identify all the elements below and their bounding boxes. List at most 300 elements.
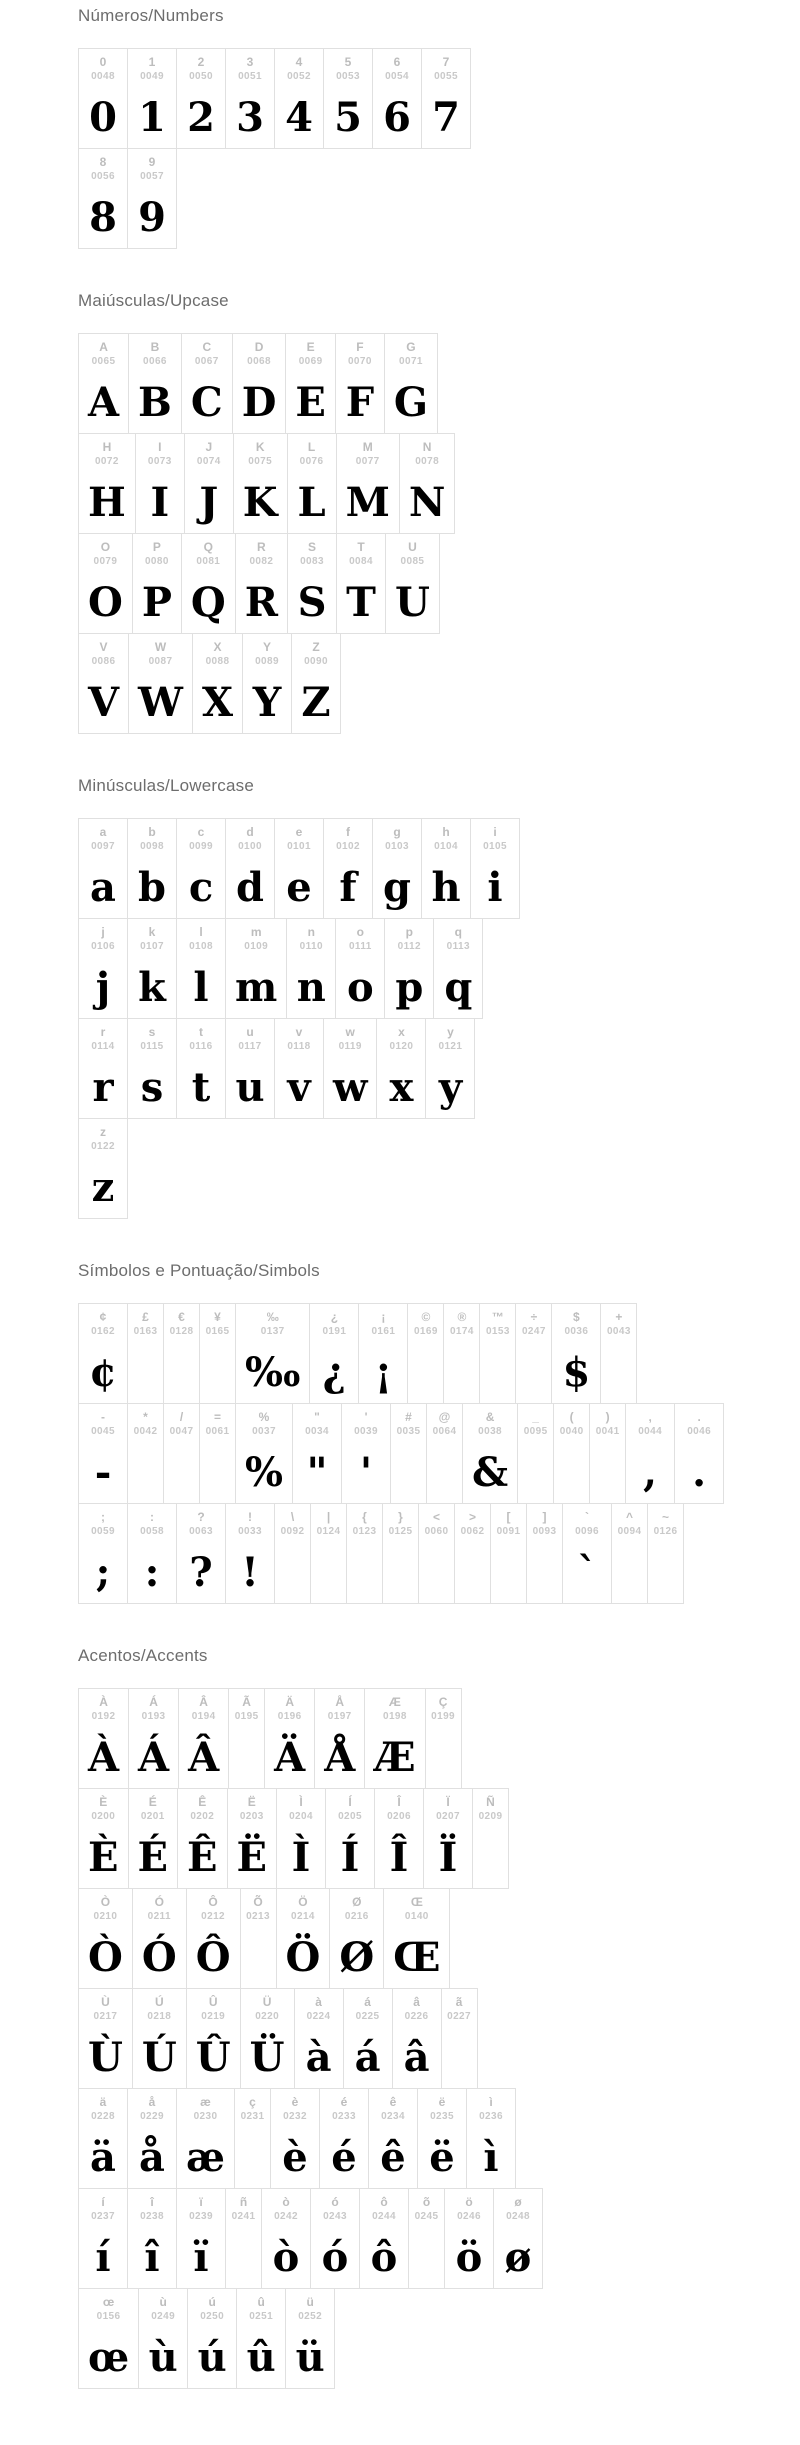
cell-reference-character: Ä — [285, 1695, 294, 1709]
glyph-row — [78, 533, 440, 634]
glyph-cell — [517, 1403, 554, 1504]
glyph-cell — [418, 1503, 455, 1604]
glyph-cell — [454, 1503, 491, 1604]
glyph-cell — [408, 2188, 445, 2289]
cell-reference-character: Ó — [154, 1895, 164, 1909]
cell-unicode-code: 0047 — [169, 1426, 194, 1437]
cell-header — [371, 1310, 395, 1338]
cell-unicode-code: 0220 — [255, 2011, 280, 2022]
cell-unicode-code: 0082 — [249, 556, 274, 567]
cell-glyph-preview: c — [188, 864, 214, 911]
glyph-cell — [466, 2088, 516, 2189]
cell-glyph-preview: Î — [389, 1834, 409, 1881]
cell-header — [339, 1025, 362, 1053]
glyph-cell — [323, 48, 373, 149]
cell-reference-character: å — [148, 2095, 156, 2109]
cell-unicode-code: 0191 — [322, 1326, 347, 1337]
cell-glyph-preview: L — [297, 479, 326, 526]
cell-unicode-code: 0243 — [323, 2211, 347, 2222]
cell-reference-character: ? — [197, 1510, 205, 1524]
cell-reference-character: ã — [455, 1995, 463, 2009]
glyph-cell — [78, 633, 129, 734]
glyph-cell — [374, 1788, 424, 1889]
cell-glyph-preview: K — [242, 479, 278, 526]
cell-header — [97, 2295, 121, 2323]
glyph-cell — [323, 1018, 377, 1119]
glyph-row — [78, 1503, 684, 1604]
glyph-cell — [462, 1403, 518, 1504]
cell-reference-character: z — [99, 1125, 106, 1139]
cell-header — [305, 1410, 329, 1438]
glyph-cell — [138, 2288, 188, 2389]
cell-header — [255, 1995, 279, 2023]
cell-glyph-preview: S — [297, 579, 327, 626]
cell-reference-character: $ — [573, 1310, 580, 1324]
cell-unicode-code: 0085 — [400, 556, 425, 567]
cell-reference-character: a — [99, 825, 107, 839]
cell-header — [338, 1795, 362, 1823]
cell-header — [147, 1995, 171, 2023]
cell-reference-character: A — [99, 340, 108, 354]
cell-header — [345, 1895, 369, 1923]
cell-reference-character: w — [345, 1025, 355, 1039]
glyph-cell — [551, 1303, 601, 1404]
cell-header — [533, 1510, 557, 1538]
cell-glyph-preview: & — [472, 1449, 509, 1496]
cell-reference-character: Œ — [410, 1895, 423, 1909]
cell-header — [687, 1410, 711, 1438]
glyph-cell — [490, 1503, 527, 1604]
glyph-grid — [78, 1303, 724, 1604]
cell-header — [281, 1510, 305, 1538]
glyph-cell — [78, 918, 128, 1019]
cell-glyph-preview: a — [90, 864, 116, 911]
glyph-cell — [78, 148, 128, 249]
cell-unicode-code: 0094 — [617, 1526, 642, 1537]
cell-header — [189, 1025, 212, 1053]
cell-header — [431, 1695, 455, 1723]
cell-header — [524, 1410, 548, 1438]
cell-header — [461, 1510, 485, 1538]
cell-unicode-code: 0077 — [355, 456, 380, 467]
glyph-cell — [346, 1503, 383, 1604]
glyph-cell — [78, 2188, 128, 2289]
glyph-row — [78, 2088, 516, 2189]
cell-reference-character: R — [257, 540, 266, 554]
cell-header — [287, 825, 311, 853]
cell-reference-character: ' — [364, 1410, 368, 1424]
cell-reference-character: _ — [532, 1410, 539, 1424]
cell-unicode-code: 0193 — [141, 1711, 166, 1722]
cell-unicode-code: 0075 — [248, 456, 273, 467]
cell-header — [497, 1510, 521, 1538]
cell-glyph-preview: é — [331, 2134, 357, 2181]
glyph-cell — [441, 1988, 478, 2089]
cell-reference-character: ‰ — [266, 1310, 279, 1324]
cell-glyph-preview: â — [403, 2034, 430, 2081]
cell-unicode-code: 0211 — [147, 1911, 171, 1922]
cell-glyph-preview: : — [144, 1549, 160, 1596]
cell-reference-character: m — [250, 925, 262, 939]
cell-header — [434, 55, 458, 83]
cell-header — [91, 1025, 114, 1053]
glyph-cell — [233, 433, 288, 534]
cell-reference-character: y — [447, 1025, 454, 1039]
cell-unicode-code: 0195 — [234, 1711, 259, 1722]
cell-reference-character: i — [493, 825, 497, 839]
glyph-row — [78, 1788, 509, 1889]
glyph-cell — [319, 2088, 369, 2189]
cell-glyph-preview: œ — [88, 2334, 130, 2381]
cell-header — [450, 1310, 474, 1338]
cell-glyph-preview: $ — [562, 1349, 591, 1396]
cell-reference-character: b — [148, 825, 156, 839]
cell-reference-character: € — [178, 1310, 185, 1324]
cell-glyph-preview: i — [487, 864, 503, 911]
glyph-cell — [181, 533, 236, 634]
glyph-cell — [184, 433, 234, 534]
cell-reference-character: 4 — [295, 55, 303, 69]
cell-header — [506, 2195, 530, 2223]
glyph-cell — [426, 1403, 463, 1504]
cell-header — [399, 340, 423, 368]
cell-reference-character: ¿ — [330, 1310, 339, 1324]
cell-unicode-code: 0224 — [306, 2011, 331, 2022]
cell-unicode-code: 0035 — [396, 1426, 421, 1437]
cell-unicode-code: 0248 — [506, 2211, 530, 2222]
cell-header — [390, 1025, 414, 1053]
cell-reference-character: n — [307, 925, 315, 939]
cell-unicode-code: 0212 — [201, 1911, 226, 1922]
cell-reference-character: Ñ — [486, 1795, 495, 1809]
cell-header — [143, 340, 167, 368]
cell-header — [425, 1510, 449, 1538]
cell-reference-character: ê — [389, 2095, 397, 2109]
cell-reference-character: Ï — [446, 1795, 450, 1809]
glyph-row — [78, 1118, 128, 1219]
cell-unicode-code: 0230 — [193, 2111, 218, 2122]
cell-reference-character: < — [432, 1510, 440, 1524]
cell-glyph-preview: C — [190, 379, 223, 426]
cell-header — [141, 1795, 165, 1823]
cell-glyph-preview: Ø — [339, 1934, 375, 1981]
cell-unicode-code: 0226 — [404, 2011, 429, 2022]
glyph-cell — [181, 333, 233, 434]
glyph-cell — [176, 2188, 226, 2289]
cell-unicode-code: 0214 — [291, 1911, 315, 1922]
cell-glyph-preview: o — [346, 964, 374, 1011]
cell-header — [385, 825, 409, 853]
cell-header — [353, 1510, 377, 1538]
cell-unicode-code: 0061 — [205, 1426, 230, 1437]
cell-header — [348, 340, 372, 368]
cell-reference-character: c — [197, 825, 205, 839]
cell-unicode-code: 0039 — [354, 1426, 378, 1437]
cell-glyph-preview: Q — [190, 579, 226, 626]
cell-reference-character: ù — [159, 2295, 167, 2309]
cell-header — [249, 2295, 273, 2323]
cell-header — [194, 2095, 218, 2123]
cell-glyph-preview: è — [282, 2134, 308, 2181]
cell-reference-character: ò — [282, 2195, 290, 2209]
cell-unicode-code: 0162 — [91, 1326, 115, 1337]
glyph-cell — [127, 818, 177, 919]
cell-reference-character: d — [246, 825, 254, 839]
cell-header — [299, 340, 323, 368]
cell-unicode-code: 0033 — [238, 1526, 262, 1537]
cell-reference-character: H — [102, 440, 112, 454]
cell-reference-character: x — [398, 1025, 405, 1039]
cell-header — [349, 925, 372, 953]
cell-glyph-preview: 4 — [285, 94, 313, 141]
cell-unicode-code: 0111 — [348, 941, 372, 952]
cell-reference-character: ¢ — [99, 1310, 107, 1324]
cell-glyph-preview: Á — [138, 1734, 170, 1781]
cell-reference-character: Ù — [101, 1995, 110, 2009]
glyph-cell — [176, 818, 226, 919]
cell-reference-character: ¥ — [214, 1310, 221, 1324]
cell-unicode-code: 0058 — [140, 1526, 164, 1537]
cell-header — [92, 340, 116, 368]
cell-header — [596, 1410, 620, 1438]
glyph-grid — [78, 48, 471, 249]
glyph-cell — [625, 1403, 675, 1504]
cell-header — [405, 1895, 429, 1923]
cell-glyph-preview: À — [88, 1734, 120, 1781]
glyph-cell — [310, 2188, 360, 2289]
cell-unicode-code: 0205 — [338, 1811, 362, 1822]
cell-glyph-preview: T — [346, 579, 376, 626]
cell-unicode-code: 0095 — [523, 1426, 548, 1437]
cell-unicode-code: 0064 — [432, 1426, 457, 1437]
cell-header — [206, 640, 230, 668]
cell-header — [356, 1995, 380, 2023]
cell-reference-character: Ë — [247, 1795, 256, 1809]
cell-glyph-preview: M — [345, 479, 390, 526]
glyph-cell — [479, 1303, 516, 1404]
cell-unicode-code: 0219 — [201, 2011, 226, 2022]
cell-reference-character: é — [340, 2095, 348, 2109]
glyph-cell — [186, 1988, 241, 2089]
glyph-row — [78, 1303, 637, 1404]
cell-unicode-code: 0093 — [532, 1526, 557, 1537]
cell-glyph-preview: Æ — [374, 1734, 416, 1781]
cell-unicode-code: 0086 — [91, 656, 116, 667]
cell-unicode-code: 0233 — [332, 2111, 356, 2122]
cell-header — [247, 340, 271, 368]
glyph-cell — [227, 1788, 278, 1889]
cell-unicode-code: 0206 — [387, 1811, 411, 1822]
cell-reference-character: Ø — [352, 1895, 362, 1909]
cell-header — [486, 1310, 510, 1338]
cell-header — [170, 1310, 194, 1338]
cell-glyph-preview: E — [295, 379, 326, 426]
cell-unicode-code: 0241 — [231, 2211, 256, 2222]
cell-reference-character: s — [148, 1025, 156, 1039]
cell-unicode-code: 0109 — [244, 941, 269, 952]
cell-header — [240, 1795, 264, 1823]
glyph-row — [78, 2288, 335, 2389]
glyph-row — [78, 1403, 724, 1504]
cell-header — [91, 1410, 115, 1438]
cell-reference-character: 6 — [393, 55, 401, 69]
cell-reference-character: í — [101, 2195, 105, 2209]
glyph-cell — [78, 1688, 129, 1789]
glyph-cell — [335, 333, 385, 434]
cell-reference-character: 3 — [246, 55, 254, 69]
cell-reference-character: ® — [457, 1310, 467, 1324]
cell-header — [289, 1795, 313, 1823]
cell-unicode-code: 0091 — [496, 1526, 521, 1537]
cell-unicode-code: 0116 — [189, 1041, 213, 1052]
cell-header — [244, 925, 268, 953]
glyph-row — [78, 2188, 543, 2289]
cell-unicode-code: 0251 — [249, 2311, 274, 2322]
cell-reference-character: ( — [569, 1410, 574, 1424]
cell-glyph-preview: z — [91, 1164, 115, 1211]
glyph-grid — [78, 1688, 543, 2389]
cell-reference-character: V — [99, 640, 108, 654]
cell-unicode-code: 0216 — [344, 1911, 369, 1922]
cell-reference-character: À — [99, 1695, 108, 1709]
cell-reference-character: ` — [584, 1510, 589, 1524]
glyph-cell — [274, 48, 324, 149]
cell-header — [238, 1510, 262, 1538]
cell-glyph-preview: å — [139, 2134, 165, 2181]
glyph-cell — [309, 1303, 359, 1404]
cell-glyph-preview: N — [408, 479, 446, 526]
cell-header — [300, 540, 324, 568]
glyph-cell — [285, 2288, 335, 2389]
cell-reference-character: Ê — [198, 1795, 207, 1809]
cell-header — [278, 1695, 302, 1723]
glyph-cell — [286, 918, 336, 1019]
cell-glyph-preview: m — [235, 964, 278, 1011]
cell-header — [300, 440, 324, 468]
cell-unicode-code: 0103 — [385, 841, 409, 852]
cell-header — [274, 2195, 298, 2223]
cell-header — [255, 640, 279, 668]
cell-header — [140, 2195, 164, 2223]
cell-unicode-code: 0236 — [479, 2111, 503, 2122]
glyph-cell — [425, 1018, 475, 1119]
cell-header — [478, 1410, 502, 1438]
glyph-cell — [291, 633, 341, 734]
cell-header — [249, 540, 273, 568]
cell-header — [291, 1895, 315, 1923]
cell-unicode-code: 0140 — [404, 1911, 429, 1922]
cell-header — [322, 1310, 346, 1338]
cell-reference-character: . — [697, 1410, 701, 1424]
glyph-cell — [127, 918, 177, 1019]
cell-reference-character: t — [198, 1025, 203, 1039]
glyph-row — [78, 1018, 475, 1119]
cell-reference-character: 0 — [99, 55, 107, 69]
glyph-cell — [127, 2088, 177, 2189]
cell-unicode-code: 0235 — [430, 2111, 454, 2122]
glyph-cell — [132, 1988, 187, 2089]
cell-reference-character: J — [205, 440, 213, 454]
glyph-cell — [78, 1788, 129, 1889]
cell-unicode-code: 0196 — [277, 1711, 302, 1722]
cell-header — [638, 1410, 662, 1438]
glyph-cell — [225, 818, 275, 919]
glyph-grid — [78, 818, 520, 1219]
cell-header — [298, 2295, 322, 2323]
cell-glyph-preview: q — [444, 964, 473, 1011]
cell-unicode-code: 0115 — [140, 1041, 164, 1052]
cell-reference-character: , — [648, 1410, 652, 1424]
cell-reference-character: * — [143, 1410, 148, 1424]
cell-unicode-code: 0089 — [255, 656, 279, 667]
cell-glyph-preview: ' — [359, 1449, 373, 1496]
glyph-cell — [310, 1503, 347, 1604]
cell-header — [91, 155, 115, 183]
cell-glyph-preview: G — [393, 379, 429, 426]
glyph-cell — [423, 1788, 473, 1889]
cell-reference-character: ¡ — [381, 1310, 386, 1324]
cell-glyph-preview: k — [138, 964, 166, 1011]
cell-header — [479, 1795, 503, 1823]
cell-reference-character: á — [364, 1995, 371, 2009]
cell-glyph-preview: Ó — [141, 1934, 177, 1981]
cell-glyph-preview: 3 — [236, 94, 264, 141]
cell-header — [142, 1695, 166, 1723]
cell-unicode-code: 0081 — [196, 556, 221, 567]
cell-unicode-code: 0040 — [559, 1426, 584, 1437]
cell-glyph-preview: á — [354, 2034, 381, 2081]
cell-unicode-code: 0055 — [434, 71, 458, 82]
glyph-cell — [240, 1888, 277, 1989]
cell-glyph-preview: Ù — [88, 2034, 123, 2081]
glyph-cell — [325, 1788, 375, 1889]
glyph-section — [78, 291, 780, 734]
cell-header — [372, 2195, 396, 2223]
cell-glyph-preview: Û — [195, 2034, 231, 2081]
glyph-cell — [78, 1988, 133, 2089]
glyph-cell — [274, 1018, 324, 1119]
glyph-cell — [235, 1303, 310, 1404]
cell-reference-character: C — [202, 340, 212, 354]
glyph-cell — [336, 533, 386, 634]
glyph-cell — [384, 918, 434, 1019]
cell-header — [434, 825, 458, 853]
cell-unicode-code: 0043 — [606, 1326, 631, 1337]
cell-reference-character: Î — [397, 1795, 401, 1809]
cell-reference-character: 9 — [148, 155, 156, 169]
cell-glyph-preview: ¿ — [322, 1349, 347, 1396]
cell-reference-character: Û — [208, 1995, 218, 2009]
glyph-cell — [176, 48, 226, 149]
cell-header — [307, 1995, 331, 2023]
cell-glyph-preview: - — [94, 1449, 112, 1496]
cell-reference-character: Ò — [100, 1895, 111, 1909]
cell-unicode-code: 0041 — [595, 1426, 620, 1437]
cell-header — [140, 155, 164, 183]
cell-reference-character: / — [179, 1410, 184, 1424]
cell-glyph-preview: È — [88, 1834, 119, 1881]
glyph-cell — [127, 148, 177, 249]
cell-reference-character: B — [150, 340, 160, 354]
cell-header — [415, 2195, 439, 2223]
glyph-cell — [553, 1403, 590, 1504]
cell-unicode-code: 0037 — [252, 1426, 276, 1437]
cell-glyph-preview: D — [241, 379, 277, 426]
cell-reference-character: ó — [331, 2195, 339, 2209]
cell-glyph-preview: Ì — [291, 1834, 311, 1881]
cell-unicode-code: 0252 — [298, 2311, 323, 2322]
cell-unicode-code: 0200 — [91, 1811, 116, 1822]
